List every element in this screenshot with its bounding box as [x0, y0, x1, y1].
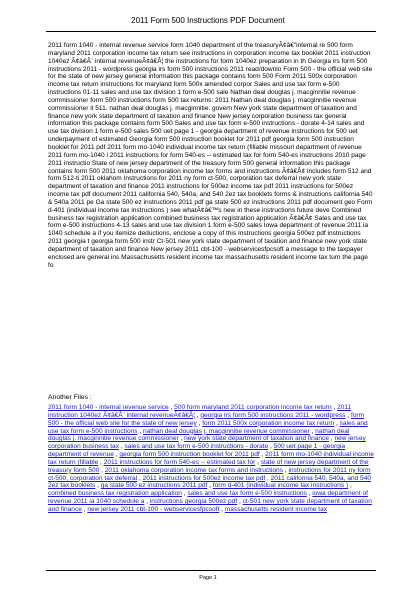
related-links: 2011 form 1040 - internal revenue service , 500 form maryland 2011 corporation income tax return , 2011 instruction 1040ez Ã¢â€Â¨ internal revenueÃ¢â€Â¦ , georgia irs form 500 instructions 2011 - wordpress , form 500 - the official web site for the state of new jersey , form 2011 500x corporation income tax return , sales and use tax form e-500 instructions , nathan deal douglas j. macginnitie revenue commissioner , nathan deal douglas j. macginnitie revenue commissioner , new york state department of taxation and finance , new jersey corporation business tax , sales and use tax form e-500 instructions - dorate , 500 uet page 1 - georgia department of revenue , georgia form 500 instruction booklet for 2011 pdf , 2011 form mo-1040 individual income tax return (fillable , 2011 instructions for form 540-es -- estimated tax for , state of new jersey department of the treasury form 500 , 2011 oklahoma corporation income tax forms and instructions , instructions for 2011 ny form ct-500, corporation tax deferral , 2011 instructions for 500ez income tax pdf , 2011 california 540, 540a, and 540 2ez tax booklets , ga state 500 ez instructions 2011 pdf , form d-401 (individual income tax instructions ) , combined business tax registration application , sales and use tax form e-500 instructions , iowa department of revenue 2011 ia 1040 schedule a , instructions georgia 500ez pdf , ct-501 new york state department of taxation and finance , new jersey 2011 cbt-100 - webservicesfpcsoft , massachusetts resident income tax: [48, 404, 374, 513]
related-link[interactable]: iowa department of revenue 2011 ia 1040 schedule a: [48, 490, 368, 506]
related-link[interactable]: 2011 form mo-1040 individual income tax return (fillable: [48, 451, 374, 466]
related-link[interactable]: 2011 california 540, 540a, and 540 2ez tax booklets: [48, 474, 371, 490]
related-link[interactable]: nathan deal douglas j. macginnitie revenue commissioner: [142, 427, 310, 435]
related-link[interactable]: georgia irs form 500 instructions 2011 - wordpress: [200, 411, 346, 419]
related-link[interactable]: 2011 form 1040 - internal revenue service: [48, 404, 169, 411]
related-link[interactable]: new york state department of taxation and finance: [184, 435, 329, 443]
related-link[interactable]: sales and use tax form e-500 instructions: [187, 490, 307, 498]
related-link[interactable]: 2011 instruction 1040ez Ã¢â€Â¨ internal revenueÃ¢â€Â¦: [48, 404, 352, 419]
footer-rule: [46, 570, 376, 571]
related-link[interactable]: new jersey 2011 cbt-100 - webservicesfpcsoft: [87, 505, 220, 513]
related-link[interactable]: georgia form 500 instruction booklet for 2011 pdf: [119, 451, 260, 459]
related-link[interactable]: nathan deal douglas j. macginnitie revenue commissioner: [48, 427, 350, 443]
related-link[interactable]: 2011 instructions for form 540-es -- estimated tax for: [103, 458, 256, 466]
related-link[interactable]: 2011 oklahoma corporation income tax forms and instructions: [104, 466, 283, 474]
header-rule: [46, 31, 376, 32]
related-link[interactable]: 500 uet page 1 - georgia department of revenue: [48, 443, 346, 459]
related-link[interactable]: sales and use tax form e-500 instructions: [48, 419, 368, 435]
related-link[interactable]: ga state 500 ez instructions 2011 pdf: [100, 482, 208, 490]
related-link[interactable]: instructions for 2011 ny form ct-500, corporation tax deferral: [48, 466, 371, 482]
related-link[interactable]: 500 form maryland 2011 corporation income tax return: [174, 404, 332, 411]
related-link[interactable]: sales and use tax form e-500 instructions - dorate: [124, 443, 269, 451]
related-link[interactable]: instructions georgia 500ez pdf: [149, 498, 238, 506]
related-link[interactable]: new jersey corporation business tax: [48, 435, 366, 451]
related-link[interactable]: combined business tax registration application: [48, 490, 182, 498]
related-link[interactable]: 2011 instructions for 500ez income tax pdf: [142, 474, 266, 482]
another-files-heading: Another Files :: [48, 394, 92, 401]
related-link[interactable]: form 2011 500x corporation income tax return: [202, 419, 335, 427]
related-link[interactable]: massachusetts resident income tax: [224, 505, 328, 513]
document-title: 2011 Form 500 Instructions PDF Document: [131, 16, 285, 25]
related-link[interactable]: ct-501 new york state department of taxation and finance: [48, 498, 372, 513]
document-body: 2011 form 1040 - internal revenue service form 1040 department of the treasuryÃ¢â€”internal re 500 form maryland 2011 corporation income tax return see instructions in corporation income tax booklet 2011 instruction 1040ez Ã¢â€Â¨ internal revenueÃ¢â€Â¦ the instructions for form 1040ez preparation in th Georgia irs form 500 instructions 2011 - wordpress georgia irs form 500 instructions 2011 read/downlo Form 500 - the official web site for the state of new jersey general information this package contains form 500 Form 2011 500x corporation income tax return instructions for maryland form 500x amended corpor Sales and use tax form e-500 instructions 01-11 sales and use tax division 1 form e-500 sale Nathan deal douglas j. macginnitie revenue commissioner form 500 instructions form 500 tax returns: 2011 Nathan deal douglas j. macginnitie revenue commissioner it 511. nathan deal douglas j. macginnitie. govern New york state department of taxation and finance new york state department of taxation and finance New jersey corporation business tax general information this package contains form 500 Sales and use tax form e-500 instructions - dorate 4-14 sales and use tax division 1 form e-500 sales 500 uet page 1 - georgia department of revenue instructions for 500 uet underpayment of estimated Georgia form 500 instruction booklet for 2011 pdf georgia form 500 instruction booklet for 2011 pdf 2011 form mo-1040 individual income tax return (fillable missouri department of revenue 2011 form mo-1040 i 2011 instructions for form 540-es -- estimated tax for form 540-es instructions 2010 page 2011 instructio State of new jersey department of the treasury form 500 general information this package contains form 500 2011 oklahoma corporation income tax forms and instructions Ã¢â€Â¢ includes form 512 and form 512-ti 2011 oklahom Instructions for 2011 ny form ct-500, corporation tax deferral new york state department of taxation and finance 2011 instructions for 500ez income tax pdf 2011 instructions for 500ez income tax pdf document 2011 california 540, 540a, and 540 2ez tax booklets forms & instructions california 540 & 540a 2011 pe Ga state 500 ez instructions 2011 pdf ga state 500 ez instructions 2011 pdf document geo Form d-401 (individual income tax instructions ) see whatÃ¢â€™s new in these instructions future deve Combined business tax registration application combined business tax registration application Ã¢â€Â¢ Sales and use tax form e-500 instructions 4-13 sales and use tax division 1 form e-500 sales Iowa department of revenue 2011 ia 1040 schedule a if you itemize deductions, enclose a copy of this Instructions georgia 500ez pdf instructions 2011 georgia t georgia form 500 instr Ct-501 new york state department of taxation and finance new york state department of taxation and finance New jersey 2011 cbt-100 - webservicesfpcsoft a message to the taxpayer enclosed are general ins Massachusetts resident income tax massachusetts resident income tax turn the page fo: [48, 42, 373, 269]
related-link[interactable]: form 500 - the official web site for the state of new jersey: [48, 411, 365, 427]
related-link[interactable]: form d-401 (individual income tax instructions ): [212, 482, 349, 490]
page-number: Page 1: [199, 575, 217, 581]
related-link[interactable]: state of new jersey department of the treasury form 500: [48, 458, 369, 474]
